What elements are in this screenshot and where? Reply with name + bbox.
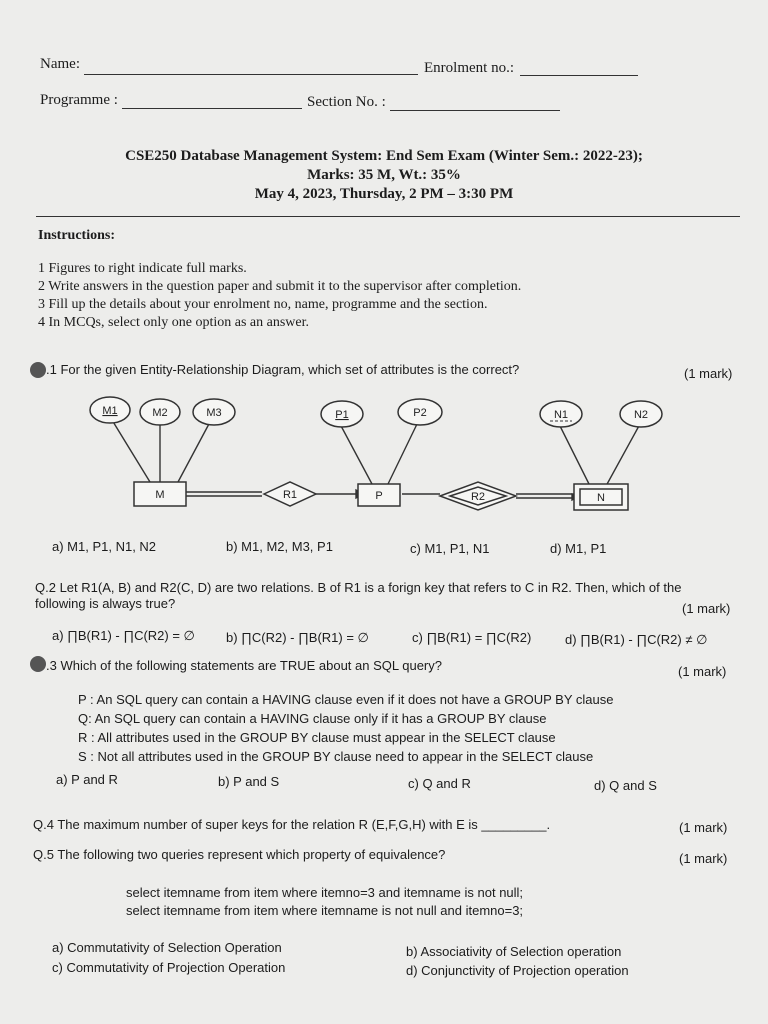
exam-date: May 4, 2023, Thursday, 2 PM – 3:30 PM [254, 186, 514, 202]
entity-label: N [597, 492, 605, 504]
q5-marks: (1 mark) [679, 851, 728, 866]
hole-punch-mark [30, 362, 46, 378]
enrolment-label: Enrolment no.: [424, 60, 514, 76]
q2-option-c[interactable]: c) ∏B(R1) = ∏C(R2) [412, 630, 532, 645]
q3-option-c[interactable]: c) Q and R [408, 776, 471, 791]
q2-marks: (1 mark) [682, 601, 731, 616]
q3-statement-s: S : Not all attributes used in the GROUP BY clause need to appear in the SELECT clause [78, 749, 594, 764]
q2-text-cont: following is always true? [35, 596, 176, 611]
instruction-item: 1 Figures to right indicate full marks. [38, 261, 247, 276]
entity-label: M [155, 489, 165, 501]
section-field[interactable] [390, 110, 560, 111]
q3-statement-p: P : An SQL query can contain a HAVING clause even if it does not have a GROUP BY clause [78, 692, 614, 707]
q3-option-b[interactable]: b) P and S [218, 774, 280, 789]
q1-marks: (1 mark) [684, 366, 733, 381]
relationship-label: R1 [282, 489, 298, 501]
q5-text: Q.5 The following two queries represent which property of equivalence? [33, 847, 446, 862]
q2-option-d[interactable]: d) ∏B(R1) - ∏C(R2) ≠ ∅ [565, 632, 708, 647]
attr-label: N2 [633, 409, 649, 421]
attr-label: N1 [553, 409, 569, 421]
q5-option-a[interactable]: a) Commutativity of Selection Operation [52, 940, 282, 955]
section-label: Section No. : [307, 94, 386, 110]
attr-label: P1 [335, 409, 349, 421]
q1-text: .1 For the given Entity-Relationship Diagram, which set of attributes is the correct? [46, 362, 520, 377]
q5-option-d[interactable]: d) Conjunctivity of Projection operation [406, 963, 629, 978]
q1-option-c[interactable]: c) M1, P1, N1 [410, 541, 490, 556]
er-diagram [0, 390, 768, 530]
attr-label: M1 [102, 405, 118, 417]
q5-option-b[interactable]: b) Associativity of Selection operation [406, 944, 622, 959]
name-field[interactable] [84, 74, 418, 75]
q3-option-d[interactable]: d) Q and S [594, 778, 657, 793]
programme-label: Programme : [40, 92, 118, 108]
hole-punch-mark [30, 656, 46, 672]
q5-query-1: select itemname from item where itemno=3 and itemname is not null; [126, 885, 524, 900]
enrolment-field[interactable] [520, 75, 638, 76]
q5-query-2: select itemname from item where itemname is not null and itemno=3; [126, 903, 524, 918]
q5-option-c[interactable]: c) Commutativity of Projection Operation [52, 960, 286, 975]
programme-field[interactable] [122, 108, 302, 109]
exam-marks: Marks: 35 M, Wt.: 35% [307, 167, 461, 183]
relationship-label: R2 [470, 491, 486, 503]
q2-text: Q.2 Let R1(A, B) and R2(C, D) are two relations. B of R1 is a forign key that refers to C in R2. Then, which of the [35, 580, 682, 595]
q4-marks: (1 mark) [679, 820, 728, 835]
q2-option-b[interactable]: b) ∏C(R2) - ∏B(R1) = ∅ [226, 630, 369, 645]
instruction-item: 2 Write answers in the question paper and submit it to the supervisor after completion. [38, 279, 522, 294]
q1-option-b[interactable]: b) M1, M2, M3, P1 [226, 539, 333, 554]
attr-label: M2 [152, 407, 168, 419]
entity-label: P [375, 490, 383, 502]
q2-option-a[interactable]: a) ∏B(R1) - ∏C(R2) = ∅ [52, 628, 195, 643]
q3-statement-q: Q: An SQL query can contain a HAVING clause only if it has a GROUP BY clause [78, 711, 547, 726]
instructions-heading: Instructions: [38, 228, 116, 243]
attr-label: M3 [206, 407, 222, 419]
q1-option-a[interactable]: a) M1, P1, N1, N2 [52, 539, 157, 554]
q3-text: .3 Which of the following statements are TRUE about an SQL query? [46, 658, 442, 673]
name-label: Name: [40, 56, 80, 72]
q3-marks: (1 mark) [678, 664, 727, 679]
q3-statement-r: R : All attributes used in the GROUP BY clause must appear in the SELECT clause [78, 730, 556, 745]
instruction-item: 3 Fill up the details about your enrolment no, name, programme and the section. [38, 297, 488, 312]
exam-title: CSE250 Database Management System: End Sem Exam (Winter Sem.: 2022-23); [125, 148, 643, 164]
attr-label: P2 [413, 407, 427, 419]
q3-option-a[interactable]: a) P and R [56, 772, 118, 787]
instruction-item: 4 In MCQs, select only one option as an answer. [38, 315, 310, 330]
divider [36, 216, 740, 217]
q1-option-d[interactable]: d) M1, P1 [550, 541, 607, 556]
q4-text: Q.4 The maximum number of super keys for the relation R (E,F,G,H) with E is _________. [33, 817, 551, 832]
